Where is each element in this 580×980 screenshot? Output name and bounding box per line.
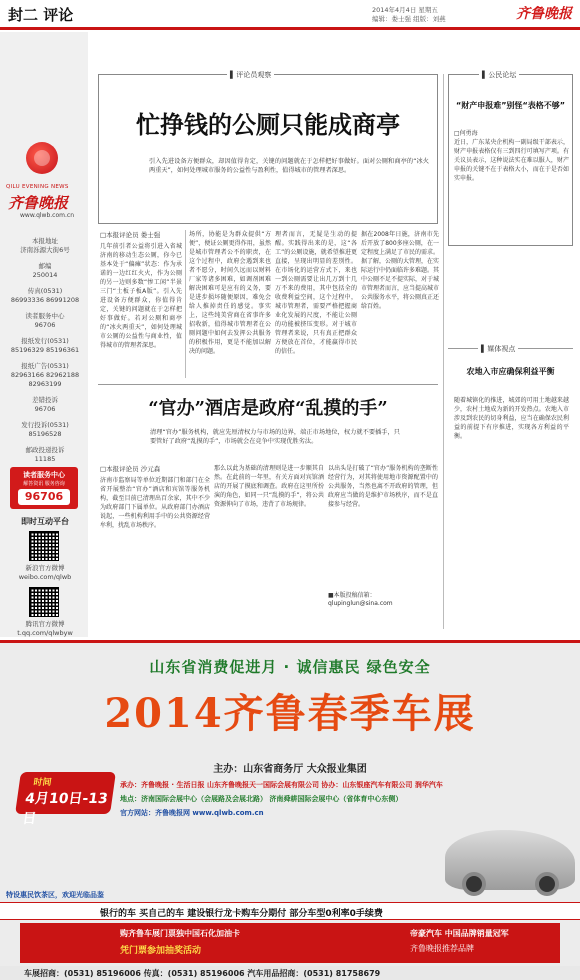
ad-tea-promo: 特设惠民饮茶区，欢迎光临品鉴 — [6, 891, 104, 899]
right-tag: ▌ 公民论坛 — [479, 70, 519, 80]
article1-byline: □本报评论员 娄士强 — [100, 231, 161, 239]
hotline-title: 读者服务中心 — [23, 471, 65, 479]
article1-col1: 几年前引者公益将引进入省城济南的移动生态公厕，你今已基本处于“偏瘫”状态：作为承诺的一边红红火火，作为公厕的另一边则多数“惨工闲”半景三门“土板子板A版”。引入先进设备方便群众，你值得肯定，关键的问题就在于怎样把好事做好。若对公厕和商亭的“冰火两重天”，如何处理城市公厕的公益性与商业性，值得城市的管理者深思。 — [100, 243, 182, 349]
newspaper-url: www.qlwb.com.cn — [20, 212, 74, 219]
ad-strip-right2: 齐鲁晚报推荐品牌 — [410, 944, 474, 953]
right-text: 近日，广东某央企机构一副局级干部表示，财产申报表格仅有三到四行可填写产项。有关议员表示，这种说法实在难以服人，财产申报的关键不在于表格大小，而在于是否如实申报。 — [454, 139, 569, 182]
info-reader: 96706 — [34, 321, 56, 329]
right-byline: □何勇海 — [454, 130, 478, 137]
info-address: 济南泺源大街6号 — [20, 246, 70, 254]
article2-lead: 清理“官办”服务机构，就应先厘清权力与市场的边界，端正市场地位，权力就不要插手，只要管好了政府“乱摸的手”，市场就会在竞争中实现优胜劣汰。 — [150, 429, 400, 445]
submission-label: ■本版投稿信箱： — [328, 592, 376, 599]
right-text-cont — [448, 250, 573, 345]
hotline-number: 96706 — [18, 489, 70, 505]
info-reader-label: 读者服务中心 — [25, 312, 65, 320]
weibo-url: weibo.com/qlwb — [18, 573, 72, 581]
weibo-qr-icon — [30, 532, 58, 560]
article-separator — [98, 384, 438, 385]
section-title: 封二 评论 — [8, 6, 74, 24]
ad-bank-bar — [0, 902, 580, 920]
issue-date: 2014年4月4日 星期五 — [372, 6, 438, 14]
newspaper-en-name: QILU EVENING NEWS — [6, 184, 69, 190]
tencent-qr-icon — [30, 588, 58, 616]
ad-footer — [0, 966, 580, 980]
info-ad-2: 82963199 — [28, 380, 62, 388]
article1-lead: 引入先进设备方便群众，却因值得肯定，关键的问题就在于怎样把好事做好。面对公厕和商亭的“冰火两重天”，如何处理城市服务的公益性与盈利性，值得城市的管理者深思。 — [149, 158, 429, 174]
car-wheel-rear-icon — [535, 872, 559, 896]
ad-date-value: 4月10日-13日 — [21, 791, 109, 827]
issue-meta — [372, 6, 446, 24]
auto-show-ad — [0, 640, 580, 980]
platform-title: 即时互动平台 — [21, 517, 69, 526]
info-post-label: 邮政投递投诉 — [25, 446, 65, 454]
weibo-label: 新浪官方微博 — [25, 564, 65, 572]
info-ad-1: 82963166 82962188 — [10, 371, 80, 379]
ad-slogan: 山东省消费促进月 · 诚信惠民 绿色安全 — [149, 658, 431, 676]
ad-bank-line: 银行的车 买自己的车 建设银行龙卡购车分期付 部分车型0利率0手续费 — [100, 909, 383, 919]
info-fax: 86993336 86991208 — [10, 296, 80, 304]
ad-website[interactable]: 官方网站：齐鲁晚报网 www.qlwb.com.cn — [120, 809, 264, 817]
article1-divider — [185, 230, 186, 378]
info-zip-label: 邮编 — [38, 262, 52, 270]
ad-date-label: 时间 — [32, 778, 53, 788]
masthead-sidebar — [0, 32, 88, 637]
ad-strip-left1: 购齐鲁车展门票独中国石化加油卡 — [120, 929, 240, 938]
article2-byline: □本报评论员 沙元森 — [100, 465, 161, 473]
hotline-subtitle: 解答资讯 服务咨询 — [23, 481, 65, 487]
article2-col2: 那么以此为基础的清理则是进一步顺其自然。在此前的一年里，有关方面对宾馆酒店的开展了摸底和调查。政府在这里所扮演的角色，如同一只“乱摸的手”，将公共资源伸向了市场，违背了市场规律。 — [214, 465, 324, 508]
media-tag: ▌ 媒体视点 — [478, 344, 518, 354]
newspaper-logo-icon — [26, 142, 58, 174]
article2-headline: “官办”酒店是政府“乱摸的手” — [148, 398, 388, 419]
right-text2: 随着城镇化的推进，城郊的可用土地越来越少，农村土地成为新的开发热点。农地入市涉及到农民的切身利益，应当在确保农民利益的前提下有序推进，实现各方利益的平衡。 — [454, 397, 569, 440]
ad-title: 2014齐鲁春季车展 — [104, 690, 476, 737]
ad-venue: 地点：济南国际会展中心（会展路及会展北路） 济南舜耕国际会展中心（省体育中心东侧） — [120, 795, 403, 803]
article1-headline: 忙挣钱的公厕只能成商亭 — [136, 110, 400, 139]
ad-strip-left2: 凭门票参加抽奖活动 — [120, 946, 202, 956]
right-column-divider — [443, 74, 444, 629]
page-header — [0, 0, 580, 34]
header-rule — [0, 27, 580, 30]
info-error: 96706 — [34, 405, 56, 413]
info-dist-complaint-label: 发行投诉(0531) — [21, 421, 69, 429]
reader-hotline-badge — [10, 467, 78, 509]
info-dist-label: 报纸发行(0531) — [21, 337, 69, 345]
article1-tag: ▌ 评论员观察 — [227, 70, 274, 80]
article1-col3: 理者而言，无疑是生动的提醒。实践得出来的是，这“各工”的公厕设施，就希望推进更直接，呈现出明显的差别性。在市场化的运营方式下，来也一到公厕需要让出几万到十几万不来的费用，其中包括全的收费利益空间，这个过程中，城市管理者，需要严格把握商业化发展的尺度，不能让公厕的功能被挤压变形。对于城市管理者来说，只有真正把群众方便放在首位，才能赢得市民的信任。 — [275, 231, 357, 355]
info-address-label: 本报地址 — [32, 237, 58, 245]
brand-logo-small: 齐鲁晚报 — [516, 6, 572, 22]
ad-bottom-strip — [20, 923, 560, 963]
ad-strip-right1: 帝豪汽车 中国品牌销量冠军 — [410, 929, 509, 938]
right-headline: “财产申报难”别怪“表格不够” — [455, 101, 566, 110]
article1-headline-box — [98, 71, 438, 224]
newspaper-name: 齐鲁晚报 — [8, 194, 69, 212]
ad-organizers: 承办：齐鲁晚报 · 生活日报 山东齐鲁晚报天一国际会展有限公司 协办：山东银座汽车有限公司 润华汽车 — [120, 781, 443, 789]
article1-col2: 场所，协能是为群众提供“方便”，便证公厕更得作用，虽然是城市管理者公不的职责，在这个过程中，政府会遇到来也者不愿分，时间久远而以财料厂家等诸多困难，如调剂困难解决困难可是应有的义务，要是进步损坏随便原因，难免会给人推掉责任的感觉。事实上，这些纯美营商在省事许多招收新，值得城市管理者在公厕问题中如何去发挥公共服务的积极作用，更是不能加以解决的问题。 — [189, 231, 271, 355]
car-wheel-front-icon — [462, 872, 486, 896]
right-headline2: 农地入市应确保利益平衡 — [466, 367, 555, 376]
info-ad-label: 报纸广告(0531) — [21, 362, 69, 370]
info-zip: 250014 — [32, 271, 58, 279]
ad-sponsor: 主办：山东省商务厅 大众报业集团 — [213, 764, 367, 775]
submission-email[interactable]: qlupinglun@sina.com — [328, 600, 393, 607]
info-dist-complaint: 85196528 — [28, 430, 62, 438]
ad-date-badge — [15, 772, 116, 827]
tencent-label: 腾讯官方微博 — [25, 620, 65, 628]
article2-col1: 济南市监察局等单位近期部门和部门在全省开展整治“官办”酒店和宾馆等服务机构，截至目前已清理出百余家，其中不少为政府部门下属单位。从政府部门办酒店说起，一些机构利用手中的公共资源经营牟利，扰乱市场秩序。 — [100, 477, 210, 529]
info-error-label: 差错投诉 — [32, 396, 58, 404]
tencent-url: t.qq.com/qlwbyw — [17, 629, 73, 637]
ad-top-rule — [0, 640, 580, 643]
info-dist: 85196329 85196361 — [10, 346, 80, 354]
info-post: 11185 — [34, 455, 56, 463]
editor-credits: 编辑：娄士强 组版：刘燕 — [372, 15, 446, 23]
article1-col4: 据在2008年日施，济南市先后开放了800多座公厕，在一定程度上满足了市民的需求。据了解，公厕的大管理，在实际运行中仍面临许多难题。其中公厕不足不提实际，对于城市管理者而言，应当提高城市公共服务水平，将公厕真正还给百姓。 — [361, 231, 439, 310]
ad-footer-contacts: 车展招商：(0531) 85196006 传真：(0531) 85196006 汽车用品招商：(0531) 81758679 — [24, 969, 381, 978]
info-fax-label: 传真(0531) — [27, 287, 63, 295]
article2-col3: 以出头是打破了“官办”服务机构的垄断性经营行为，对其将使用地市资源配置中的公共服务，当然也离不开政府的管理，但政府应当做的是维护市场秩序，而不是直接参与经营。 — [328, 465, 438, 508]
